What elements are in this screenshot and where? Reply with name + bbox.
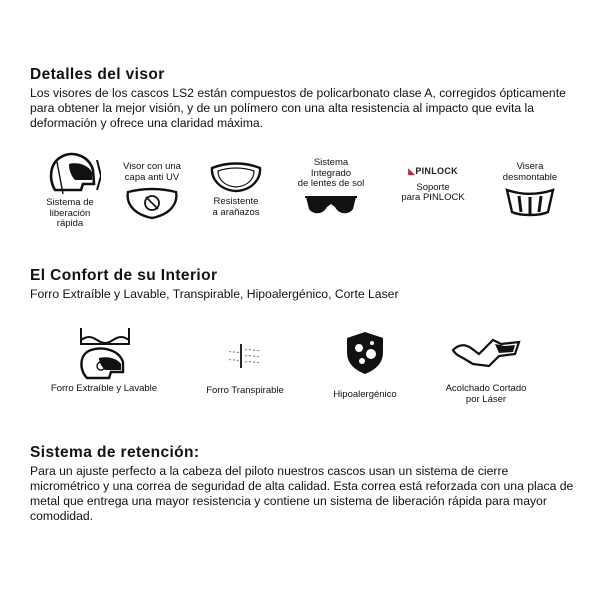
retention-title: Sistema de retención: (30, 444, 200, 461)
feature-label: Forro Extraíble y Lavable (50, 383, 158, 394)
comfort-description: Forro Extraíble y Lavable, Transpirable, Hipoalergénico, Corte Laser (30, 287, 399, 301)
laser-cut-padding-icon (449, 330, 523, 370)
feature-pinlock (388, 166, 478, 204)
comfort-title: El Confort de su Interior (30, 267, 218, 284)
feature-label: Soporte para PINLOCK (401, 181, 465, 203)
breathable-liner-icon (225, 340, 265, 372)
feature-label: Acolchado Cortado por Láser (445, 383, 527, 405)
feature-label: Visor con una capa anti UV (123, 161, 181, 183)
feature-label: Forro Transpirable (206, 385, 284, 396)
retention-description: Para un ajuste perfecto a la cabeza del piloto nuestros cascos usan un sistema de cierre micrométrico y una correa de seguridad de alta calidad. Esta correa está reforzada con una placa de metal que entrega una mayor resistencia y contiene un sistema de liberación rápida para mayor comodidad. (30, 464, 574, 523)
anti-uv-visor-icon (122, 186, 182, 222)
sun-glasses-icon (303, 193, 359, 219)
feature-label: Sistema Integrado de lentes de sol (297, 157, 365, 189)
hypoallergenic-shield-icon (343, 330, 387, 376)
pinlock-logo: ◣PINLOCK (408, 166, 458, 176)
feature-label: Hipoalergénico (333, 389, 397, 400)
feature-label: Visera desmontable (502, 161, 558, 183)
scratch-resistant-visor-icon (207, 160, 265, 194)
feature-quick-release (30, 150, 110, 230)
retention-section (30, 444, 575, 524)
feature-sun-lens (288, 158, 374, 219)
feature-washable-liner (44, 320, 164, 395)
helmet-release-icon (39, 150, 101, 198)
feature-removable-peak (490, 162, 570, 218)
visor-section (30, 66, 575, 131)
visor-title: Detalles del visor (30, 66, 165, 83)
feature-laser-cut (426, 330, 546, 405)
visor-description: Los visores de los cascos LS2 están compuestos de policarbonato clase A, corregidos ópticamente para obtener la mejor visión, y de un polímero con una alta resistencia al impacto que evita la deformación y ofrece una claridad máxima. (30, 86, 566, 130)
feature-breathable-liner (200, 340, 290, 397)
feature-label: Sistema de liberación rápida (46, 197, 94, 229)
feature-anti-uv (112, 162, 192, 222)
feature-scratch-resistant (196, 160, 276, 218)
feature-hypoallergenic (320, 330, 410, 401)
removable-peak-icon (504, 186, 556, 218)
pinlock-icon: ◣ (408, 166, 416, 176)
comfort-section (30, 267, 575, 302)
feature-label: Resistente a arañazos (212, 196, 260, 218)
washable-liner-icon (73, 320, 135, 380)
